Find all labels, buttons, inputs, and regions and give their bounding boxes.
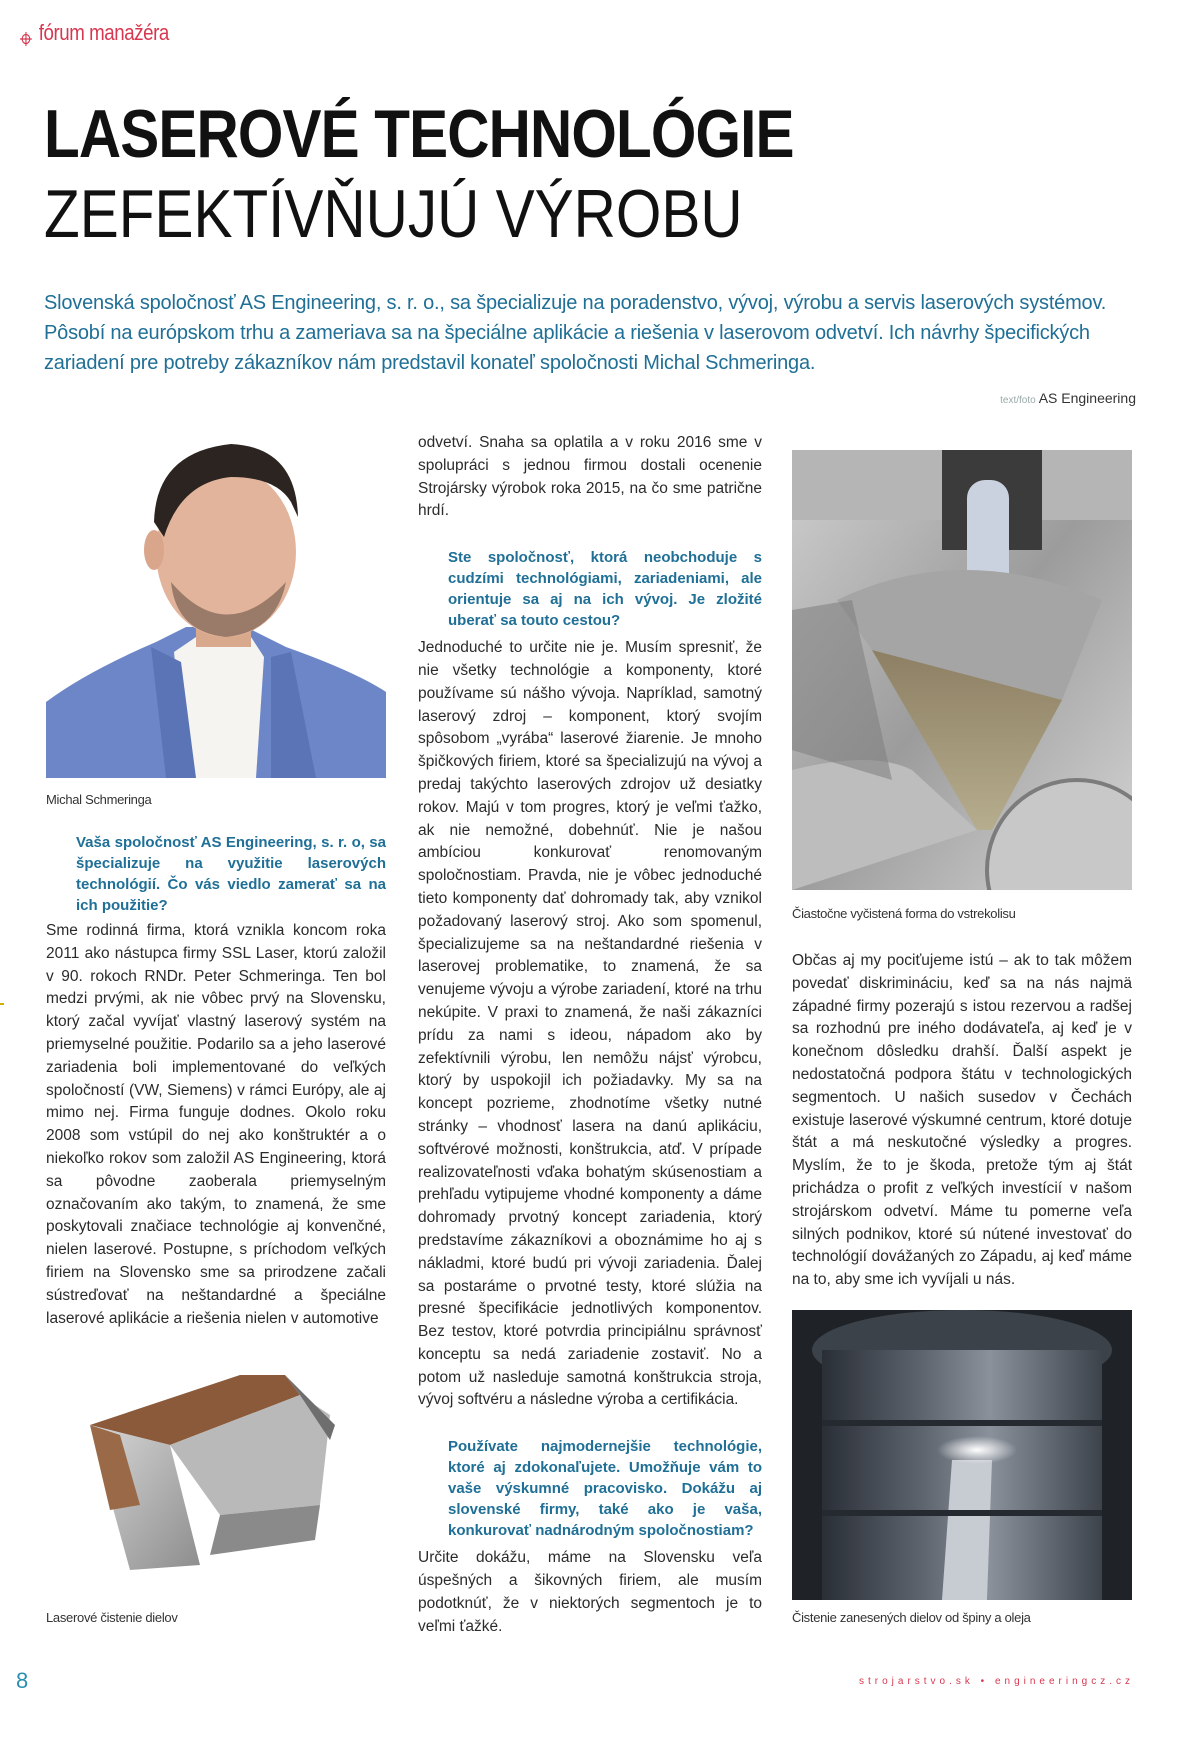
question-1: Vaša spoločnosť AS Engineering, s. r. o, sa špecializuje na využitie laserových technológií. Čo vás viedlo zamerať sa na ich použitie? xyxy=(76,834,386,914)
title-line-1: LASEROVÉ TECHNOLÓGIE xyxy=(44,96,794,172)
article-lead: Slovenská spoločnosť AS Engineering, s. r. o., sa špecializuje na poradenstvo, vývoj, výrobu a servis laserových systémov. Pôsobí na európskom trhu a zameriava sa na špeciálne aplikácie a riešenia v laserovom odvetví. Ich návrhy špecifických zariadení pre potreby zákazníkov nám predstavil konateľ spoločnosti Michal Schmeringa. xyxy=(44,292,1107,374)
mold-photo xyxy=(792,450,1132,890)
mold-caption: Čiastočne vyčistená forma do vstrekolisu xyxy=(792,906,1016,921)
answer-3-continuation: Občas aj my pociťujeme istú – ak to tak môžem povedať diskrimináciu, keď sa na nás najmä západné firmy pozerajú s istou rezervou a radšej sa rozhodnú pre iného dodávateľa, aj keď je v konečnom dôsledku drahší. Ďalší aspekt je nedostatočná podpora štátu v technologických segmentoch. U našich susedov v Čechách existuje laserové výskumné centrum, ktoré dotuje štát a má neskutočné výsledky a progres. Myslím, že to je škoda, pretože tým aj štát prichádza o profit z veľkých investícií v našom strojárskom odvetví. Máme tu pomerne veľa silných podnikov, ktoré sú nútené investovať do technológií dovážaných zo Západu, aj keď máme na to, aby sme ich vyvíjali u nás. xyxy=(792,952,1132,1289)
credit-source: AS Engineering xyxy=(1038,390,1136,406)
column-3 xyxy=(792,950,1132,1292)
footer-sites: strojarstvo.sk • engineeringcz.cz xyxy=(858,1676,1134,1687)
answer-1: Sme rodinná firma, ktorá vznikla koncom roka 2011 ako nástupca firmy SSL Laser, ktorú založil v 90. rokoch RNDr. Peter Schmeringa. Ten bol medzi prvými, ak nie vôbec prvý na Slovensku, ktorý začal vyvíjať vlastný laserový systém na priemyselné použitie. Podarilo sa a jeho laserové zariadenia boli implementované do veľkých spoločností (VW, Siemens) v rámci Európy, ale aj mimo nej. Firma funguje dodnes. Okolo roku 2008 som vstúpil do nej ako konštruktér a o niekoľko rokov som založil AS Engineering, ktorá sa pôvodne zaoberala priemyselným označovaním ako takým, to znamená, že sme poskytovali značiace technológie aj konvenčné, nielen laserové. Postupne, s príchodom veľkých firiem na Slovensko sme sa prirodzene začali sústreďovať na neštandardné a špeciálne laserové aplikácie a riešenia nielen v automotive xyxy=(46,922,386,1327)
photo-credit xyxy=(1000,390,1136,406)
page-number: 8 xyxy=(16,1668,29,1693)
part-caption: Laserové čistenie dielov xyxy=(46,1610,178,1625)
answer-1-continuation: odvetví. Snaha sa oplatila a v roku 2016 sme v spolupráci s jednou firmou dostali ocenenie Strojársky výrobok roka 2015, na čo sme patrične hrdí. xyxy=(418,434,762,520)
section-tag-label: fórum manažéra xyxy=(38,20,169,45)
portrait-caption: Michal Schmeringa xyxy=(46,792,152,807)
margin-mark xyxy=(0,1003,4,1005)
cleaning-caption: Čistenie zanesených dielov od špiny a oleja xyxy=(792,1610,1031,1625)
column-1 xyxy=(46,832,386,1330)
question-2: Ste spoločnosť, ktorá neobchoduje s cudzími technológiami, zariadeniami, ale orientuje sa aj na ich vývoj. Je zložité uberať sa touto cestou? xyxy=(448,549,762,630)
title-line-2: ZEFEKTÍVŇUJÚ VÝROBU xyxy=(44,176,743,252)
section-tag xyxy=(20,20,169,46)
column-2 xyxy=(418,432,762,1638)
credit-prefix: text/foto xyxy=(1000,395,1036,406)
article-title xyxy=(44,96,916,252)
portrait-photo xyxy=(46,432,386,778)
question-3: Používate najmodernejšie technológie, ktoré aj zdokonaľujete. Umožňuje vám to vaše výskumné pracovisko. Dokážu aj slovenské firmy, také ako je vaša, konkurovať nadnárodným spoločnostiam? xyxy=(448,1438,762,1540)
cleaning-photo xyxy=(792,1310,1132,1600)
answer-2: Jednoduché to určite nie je. Musím spresniť, že nie všetky technológie a komponenty, ktoré používame sú nášho vývoja. Napríklad, samotný laserový zdroj – komponent, ktorý svojím spôsobom „vyrába“ laserové žiarenie. Je mnoho špičkových firiem, ktoré sa špecializujú na vývoj a predaj takýchto laserových zdrojov už desiatky rokov. Majú v tom progres, ktorý je veľmi ťažko, ak nie nemožné, dobehnúť. Nie je našou ambíciou konkurovať renomovaným spoločnostiam. Pravda, nie je vôbec jednoduché tieto komponenty dať dohromady tak, aby vznikol požadovaný laserový stroj. Ako som spomenul, špecializujeme sa na neštandardné riešenia v laserovej problematike, to znamená, že sa venujeme vývoju a výrobe zariadení, ktoré na trhu nekúpite. V praxi to znamená, že naši zákazníci prídu za nami s ideou, nápadom ako by zefektívnili výrobu, len nemôžu nájsť výrobcu, ktorý by uspokojil ich požiadavky. My sa na koncept pozrieme, zhodnotíme všetky nutné stránky – vhodnosť lasera na danú aplikáciu, softvérové možnosti, konštrukcia, atď. V prípade realizovateľnosti vďaka bohatým skúsenostiam a prehľadu vytipujeme vhodné komponenty a dáme dohromady prvotný koncept zariadenia, ktorý predstavíme zákazníkovi a oboznámime ho aj s nákladmi, ktoré budú pri vývoji zariadenia. Ďalej sa postaráme o prvotné testy, ktoré slúžia na presné špecifikácie jednotlivých komponentov. Bez testov, ktoré potvrdia principiálnu správnosť konceptu sa nedá zariadenie zostaviť. No a potom už nasleduje samotná konštrukcia stroja, vývoj softvéru a následne výroba a certifikácia. xyxy=(418,639,762,1409)
answer-3: Určite dokážu, máme na Slovensku veľa úspešných a šikovných firiem, ale musím podotknúť, že v niektorých segmentoch je to veľmi ťažké. xyxy=(418,1549,762,1635)
crosshair-icon xyxy=(20,26,32,40)
part-photo xyxy=(60,1365,380,1575)
